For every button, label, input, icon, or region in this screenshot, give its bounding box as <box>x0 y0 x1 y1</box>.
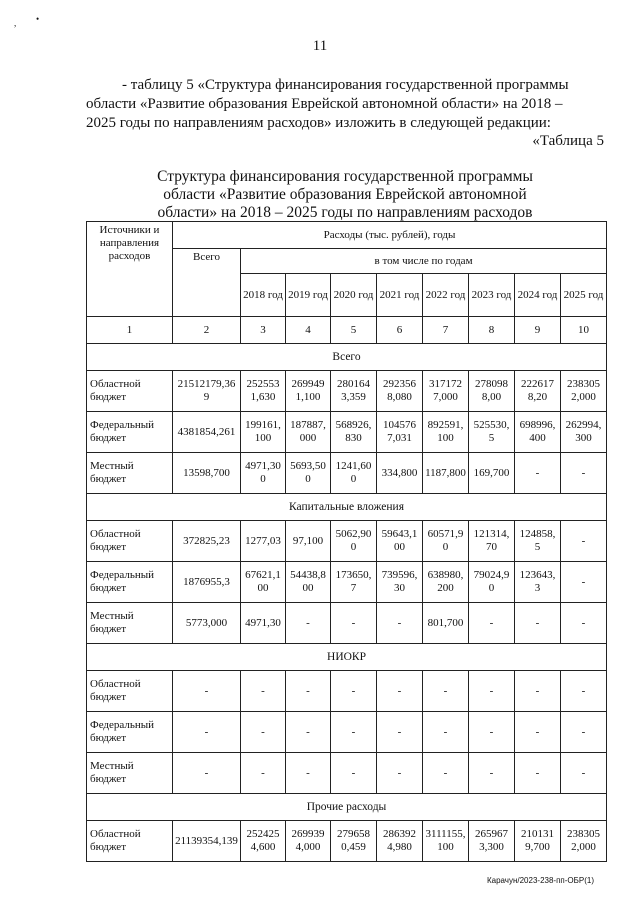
table-cell: - <box>561 753 607 794</box>
header-year: 2021 год <box>377 274 423 317</box>
table-cell: 739596,30 <box>377 562 423 603</box>
table-cell: - <box>286 712 331 753</box>
table-cell: - <box>286 671 331 712</box>
table-row <box>87 521 607 562</box>
column-number: 6 <box>377 317 423 344</box>
table-cell: - <box>241 753 286 794</box>
table-cell: 1876955,3 <box>173 562 241 603</box>
section-row <box>87 644 607 671</box>
section-row <box>87 794 607 821</box>
header-year: 2020 год <box>331 274 377 317</box>
table-cell: - <box>423 671 469 712</box>
header-total: Всего <box>173 249 241 317</box>
table-cell: - <box>561 712 607 753</box>
table-cell: 2796580,459 <box>331 821 377 862</box>
row-source: Местный бюджет <box>87 753 173 794</box>
header-year: 2022 год <box>423 274 469 317</box>
header-expenses: Расходы (тыс. рублей), годы <box>173 222 607 249</box>
table-cell: - <box>469 671 515 712</box>
table-cell: 60571,90 <box>423 521 469 562</box>
table-cell: 334,800 <box>377 453 423 494</box>
column-number: 1 <box>87 317 173 344</box>
column-number: 10 <box>561 317 607 344</box>
scan-mark: , <box>14 18 17 28</box>
table-row <box>87 753 607 794</box>
column-number: 2 <box>173 317 241 344</box>
table-cell: - <box>241 671 286 712</box>
table-title-line: Структура финансирования государственной программы <box>157 168 533 185</box>
table-row <box>87 603 607 644</box>
table-cell: - <box>377 753 423 794</box>
table-cell: 2101319,700 <box>515 821 561 862</box>
table-cell: 4381854,261 <box>173 412 241 453</box>
table-cell: - <box>561 521 607 562</box>
scan-mark: • <box>36 14 40 24</box>
column-number: 4 <box>286 317 331 344</box>
table-cell: 173650,7 <box>331 562 377 603</box>
table-cell: - <box>173 671 241 712</box>
table-cell: - <box>561 671 607 712</box>
table-cell: - <box>423 712 469 753</box>
table-label: «Таблица 5 <box>532 133 604 149</box>
financing-table <box>86 221 607 862</box>
table-cell: 2863924,980 <box>377 821 423 862</box>
table-cell: - <box>173 712 241 753</box>
section-title: Всего <box>87 344 607 371</box>
table-cell: 2659673,300 <box>469 821 515 862</box>
table-cell: 169,700 <box>469 453 515 494</box>
table-cell: 5693,500 <box>286 453 331 494</box>
table-cell: 123643,3 <box>515 562 561 603</box>
table-cell: - <box>173 753 241 794</box>
table-title <box>86 168 604 222</box>
row-source: Федеральный бюджет <box>87 712 173 753</box>
table-row <box>87 671 607 712</box>
row-source: Федеральный бюджет <box>87 562 173 603</box>
table-row <box>87 453 607 494</box>
table-cell: 2923568,080 <box>377 371 423 412</box>
table-cell: - <box>515 603 561 644</box>
table-cell: 67621,100 <box>241 562 286 603</box>
header-year: 2023 год <box>469 274 515 317</box>
table-cell: 21139354,139 <box>173 821 241 862</box>
column-number: 3 <box>241 317 286 344</box>
table-cell: - <box>561 562 607 603</box>
table-cell: 187887,000 <box>286 412 331 453</box>
table-cell: 801,700 <box>423 603 469 644</box>
table-cell: 2801643,359 <box>331 371 377 412</box>
table-cell: 97,100 <box>286 521 331 562</box>
table-cell: 4971,300 <box>241 453 286 494</box>
row-source: Федеральный бюджет <box>87 412 173 453</box>
table-cell: - <box>561 453 607 494</box>
table-cell: 199161,100 <box>241 412 286 453</box>
table-cell: 1277,03 <box>241 521 286 562</box>
table-cell: 2699394,000 <box>286 821 331 862</box>
row-source: Областной бюджет <box>87 371 173 412</box>
intro-line: 2025 годы по направлениям расходов» изложить в следующей редакции: <box>86 115 551 131</box>
table-cell: 54438,800 <box>286 562 331 603</box>
header-year: 2025 год <box>561 274 607 317</box>
table-cell: 3171727,000 <box>423 371 469 412</box>
table-cell: 698996,400 <box>515 412 561 453</box>
table-cell: - <box>331 671 377 712</box>
table-cell: 79024,90 <box>469 562 515 603</box>
intro-line: - таблицу 5 «Структура финансирования государственной программы <box>122 77 569 93</box>
header-year: 2019 год <box>286 274 331 317</box>
table-cell: 2383052,000 <box>561 821 607 862</box>
table-cell: - <box>515 712 561 753</box>
row-source: Областной бюджет <box>87 521 173 562</box>
table-cell: - <box>515 671 561 712</box>
table-cell: - <box>286 753 331 794</box>
table-cell: 1187,800 <box>423 453 469 494</box>
table-cell: - <box>515 453 561 494</box>
header-source: Источники и направления расходов <box>87 222 173 317</box>
table-cell: 2525531,630 <box>241 371 286 412</box>
column-number: 5 <box>331 317 377 344</box>
header-including: в том числе по годам <box>241 249 607 274</box>
row-source: Местный бюджет <box>87 603 173 644</box>
row-source: Областной бюджет <box>87 821 173 862</box>
table-cell: - <box>286 603 331 644</box>
section-title: Прочие расходы <box>87 794 607 821</box>
table-cell: - <box>469 712 515 753</box>
table-cell: - <box>241 712 286 753</box>
table-cell: 5062,900 <box>331 521 377 562</box>
table-cell: 638980,200 <box>423 562 469 603</box>
table-cell: 21512179,369 <box>173 371 241 412</box>
table-row <box>87 821 607 862</box>
table-cell: - <box>469 603 515 644</box>
row-source: Областной бюджет <box>87 671 173 712</box>
table-cell: - <box>377 671 423 712</box>
table-cell: 1045767,031 <box>377 412 423 453</box>
header-year: 2024 год <box>515 274 561 317</box>
column-number: 7 <box>423 317 469 344</box>
table-cell: 1241,600 <box>331 453 377 494</box>
table-cell: 4971,30 <box>241 603 286 644</box>
table-cell: 525530,5 <box>469 412 515 453</box>
table-cell: 2524254,600 <box>241 821 286 862</box>
table-row <box>87 562 607 603</box>
table-cell: - <box>423 753 469 794</box>
section-row <box>87 494 607 521</box>
table-cell: 262994,300 <box>561 412 607 453</box>
header-year: 2018 год <box>241 274 286 317</box>
table-cell: 372825,23 <box>173 521 241 562</box>
table-cell: 568926,830 <box>331 412 377 453</box>
section-row <box>87 344 607 371</box>
table-cell: 59643,100 <box>377 521 423 562</box>
page-number: 11 <box>312 38 328 54</box>
table-cell: - <box>515 753 561 794</box>
table-cell: - <box>331 603 377 644</box>
table-cell: 2383052,000 <box>561 371 607 412</box>
table-title-line: области» на 2018 – 2025 годы по направлениям расходов <box>157 204 533 221</box>
section-title: НИОКР <box>87 644 607 671</box>
table-cell: - <box>561 603 607 644</box>
table-title-line: области «Развитие образования Еврейской автономной <box>163 186 527 203</box>
intro-paragraph <box>86 76 604 133</box>
table-cell: - <box>469 753 515 794</box>
table-cell: 13598,700 <box>173 453 241 494</box>
table-cell: 2226178,20 <box>515 371 561 412</box>
table-cell: 121314,70 <box>469 521 515 562</box>
column-number: 8 <box>469 317 515 344</box>
table-cell: 892591,100 <box>423 412 469 453</box>
table-row <box>87 371 607 412</box>
table-row <box>87 412 607 453</box>
section-title: Капитальные вложения <box>87 494 607 521</box>
document-footer: Карачун/2023-238-пп-ОБР(1) <box>486 876 594 885</box>
table-cell: - <box>377 603 423 644</box>
column-number: 9 <box>515 317 561 344</box>
table-cell: 5773,000 <box>173 603 241 644</box>
table-cell: 2780988,00 <box>469 371 515 412</box>
table-row <box>87 712 607 753</box>
row-source: Местный бюджет <box>87 453 173 494</box>
table-cell: - <box>377 712 423 753</box>
table-cell: 124858,5 <box>515 521 561 562</box>
table-cell: 2699491,100 <box>286 371 331 412</box>
table-cell: - <box>331 712 377 753</box>
intro-line: области «Развитие образования Еврейской автономной области» на 2018 – <box>86 96 563 112</box>
table-cell: 3111155,100 <box>423 821 469 862</box>
table-cell: - <box>331 753 377 794</box>
